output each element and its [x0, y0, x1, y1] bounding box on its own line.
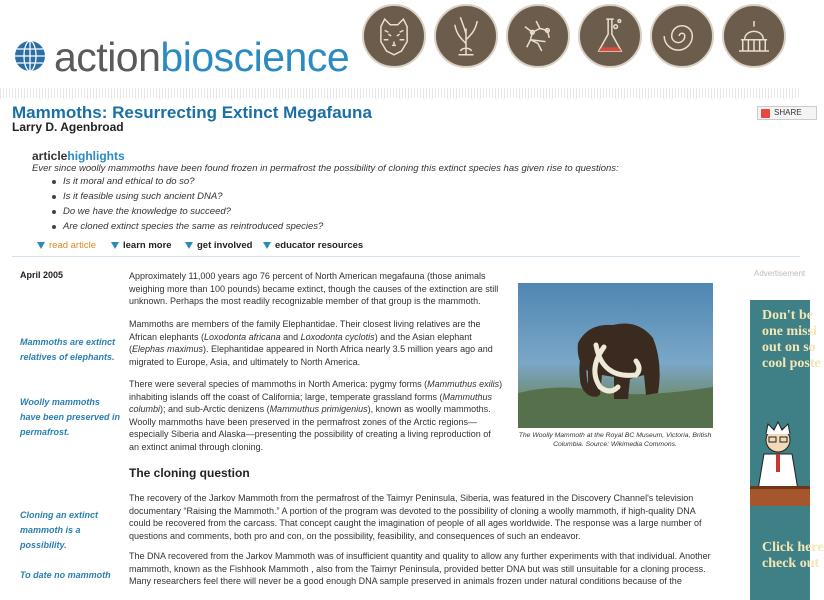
- text-line: weighing more than 100 pounds) became extinct, though the causes of the extinction are still: [129, 283, 499, 294]
- pullquote: Woolly mammoths have been preserved in permafrost.: [20, 397, 121, 437]
- tab-label: educator resources: [275, 240, 364, 251]
- capitol-icon[interactable]: [722, 4, 786, 68]
- section-heading: The cloning question: [129, 466, 250, 480]
- article-author: Larry D. Agenbroad: [12, 120, 124, 134]
- highlights-title-highlights: highlights: [67, 149, 125, 163]
- highlights-list: [52, 176, 323, 236]
- highlights-intro: Ever since woolly mammoths have been found frozen in permafrost the possibility of cloning this extinct species has given rise to questions:: [32, 163, 619, 174]
- mammoth-illustration: [518, 283, 713, 428]
- ad-text: Don't be: [762, 308, 813, 323]
- mammoth-photo: [518, 283, 713, 428]
- plant-icon[interactable]: [434, 4, 498, 68]
- subnav-divider: [12, 256, 800, 257]
- share-button[interactable]: [757, 106, 817, 120]
- header-divider: [0, 88, 800, 98]
- advertisement[interactable]: [750, 300, 824, 600]
- text-line: Woolly mammoths have been preserved in the permafrost zones of the Arctic regions—: [129, 416, 477, 427]
- tiger-icon[interactable]: [362, 4, 426, 68]
- ad-text: one missi: [762, 324, 817, 339]
- article-date: April 2005: [20, 270, 64, 280]
- text-line: Approximately 11,000 years ago 76 percent of North American megafauna (those animals: [129, 271, 486, 281]
- text-line: questions and comments, both pro and con, on the possibility, feasibility, and consequences of such an endeavor.: [129, 530, 581, 541]
- triangle-down-icon: [263, 242, 271, 249]
- text-line: documentary “Raising the Mammoth.” A portion of the program was devoted to the possibility of cloning a woolly mammoth, if high-quality DNA: [129, 505, 696, 516]
- list-item: Do we have the knowledge to succeed?: [52, 206, 323, 221]
- site-logo[interactable]: [54, 34, 349, 80]
- text-line: (Elephas maximus). Elephantidae appeared in North Africa nearly 3.5 million years ago and: [129, 344, 493, 354]
- share-label: SHARE: [774, 108, 802, 117]
- ad-text: check out: [762, 556, 820, 571]
- globe-icon[interactable]: [14, 40, 46, 72]
- tab-label: learn more: [123, 240, 172, 251]
- ad-text: Click here: [762, 540, 824, 555]
- logo-bioscience: bioscience: [160, 34, 350, 80]
- triangle-down-icon: [37, 242, 45, 249]
- text-line: inhabiting islands off the coast of California; large, temperate grassland forms (Mammuthus: [129, 391, 493, 402]
- cartoon-person-icon: [754, 420, 810, 490]
- shell-icon[interactable]: [650, 4, 714, 68]
- list-item: Is it moral and ethical to do so?: [52, 176, 323, 191]
- tab-read-article[interactable]: [37, 240, 96, 251]
- paragraph-2: [129, 318, 493, 368]
- list-item: Is it feasible using such ancient DNA?: [52, 191, 323, 206]
- text-line: unknown. Perhaps the most readily recognizable member of that group is the mammoth.: [129, 296, 481, 306]
- text-line: Many researchers feel there will never be a good enough DNA sample preserved in animals frozen under natural conditions because of the: [129, 576, 682, 586]
- text-line: an extinct animal through cloning.: [129, 441, 264, 452]
- text-line: There were several species of mammoths in North America: pygmy forms (Mammuthus exilis): [129, 379, 503, 389]
- article-title: Mammoths: Resurrecting Extinct Megafauna: [12, 103, 372, 122]
- pullquote: Cloning an extinct mammoth is a possibility.: [20, 510, 99, 550]
- paragraph-1: [129, 270, 498, 308]
- tab-get-involved[interactable]: [185, 240, 252, 251]
- flask-icon[interactable]: [578, 4, 642, 68]
- tab-label: read article: [49, 240, 96, 251]
- highlights-title-article: article: [32, 149, 68, 163]
- logo-action: action: [54, 34, 161, 80]
- pullquote: Mammoths are extinct relatives of elephants.: [20, 337, 116, 362]
- text-line: especially Siberia and Alaska—presenting the possibility of creating a living reproduction of: [129, 429, 491, 439]
- topic-nav: [360, 0, 800, 74]
- highlights-title: [32, 149, 125, 163]
- paragraph-5: [129, 550, 711, 588]
- text-line: African elephants (Loxodonta africana and Loxodonta cyclotis) and the Asian elephant: [129, 331, 472, 342]
- tab-label: get involved: [197, 240, 253, 251]
- ad-table: [750, 486, 810, 506]
- site-header: [0, 0, 800, 88]
- ad-label: Advertisement: [754, 269, 806, 278]
- ad-text: out on so: [762, 340, 816, 355]
- share-icon: [761, 109, 770, 118]
- pullquote: To date no mammoth: [20, 570, 111, 580]
- text-line: columbi); and sub-Arctic denizens (Mammuthus primigenius), known as woolly mammoths.: [129, 404, 491, 414]
- triangle-down-icon: [185, 242, 193, 249]
- ad-text: cool poste: [762, 356, 821, 371]
- tab-learn-more[interactable]: [111, 240, 172, 251]
- text-line: migrated to Europe, Asia, and ultimately to North America.: [129, 356, 361, 367]
- text-line: The recovery of the Jarkov Mammoth from the permafrost of the Taimyr Peninsula, Siberia, was featured in the Discovery Channel's television: [129, 493, 694, 503]
- text-line: could be recovered from the carcass. That concept caught the imagination of people of all ages worldwide. The response was a large number of: [129, 518, 702, 528]
- triangle-down-icon: [111, 242, 119, 249]
- paragraph-4: [129, 492, 702, 542]
- text-line: Mammoths are members of the family Elephantidae. Their closest living relatives are the: [129, 319, 481, 329]
- paragraph-3: [129, 378, 502, 453]
- list-item: Are cloned extinct species the same as reintroduced species?: [52, 221, 323, 236]
- dna-strand-icon[interactable]: [506, 4, 570, 68]
- text-line: The DNA recovered from the Jarkov Mammoth was of insufficient quantity and quality to allow any further experiments with that individual. Another: [129, 551, 711, 561]
- tab-educator-resources[interactable]: [263, 240, 363, 251]
- figure-caption: The Woolly Mammoth at the Royal BC Museum, Victoria, British Columbia. Source: Wikimedia Commons.: [518, 432, 712, 448]
- text-line: mammoth, known as the Fishhook Mammoth , also from the Taimyr Peninsula, provided better DNA but was still unsuitable for a cloning process.: [129, 563, 706, 574]
